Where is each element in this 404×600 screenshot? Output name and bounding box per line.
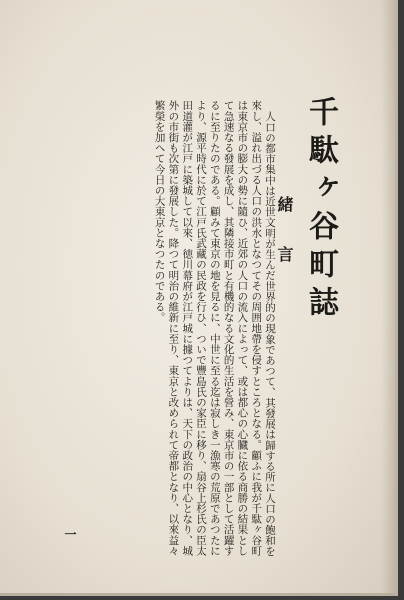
page-edge-shadow bbox=[381, 0, 395, 593]
body-paragraph: 人口の都市集中は近世文明が生んだ世界的の現象であつて、其發展は歸する所に人口の飽和を來し、溢れ出づる人口の洪水となつてその周囲地帶を侵すところとなる。顧ふに我が千駄ヶ谷町は東京市の膨大の勢に隨ひ、近郊の人口の流入によって、或は都心の心臓に依る商勝の結果として急速なる發展を成し、其隣接市町と有機的なる文化的生活を營み、東京市の一部として活躍するに至りたのである。顧みて東京の地を見るに、中世に至る迄は寂しき一漁寒の荒原であつたにより、源平時代に於て江戸氏武藏の民政を行ひ、ついで豐島氏の家臣に移り、扇谷上杉氏の臣太田道灌が江戸に築城して以來、徳川幕府が江戸城に據つてよりは、天下の政治の中心となり、城外の市街も次第に發展した。降つて明治の維新に至り、東京と改められて帝都となり、以來益々繁榮を加へて今日の大東京となつたのである。 bbox=[153, 100, 276, 556]
body-text-block bbox=[66, 100, 276, 562]
section-heading: 緒言 bbox=[275, 196, 294, 296]
page-title: 千駄ヶ谷町誌 bbox=[303, 96, 338, 324]
page-number: 一 bbox=[63, 528, 77, 540]
